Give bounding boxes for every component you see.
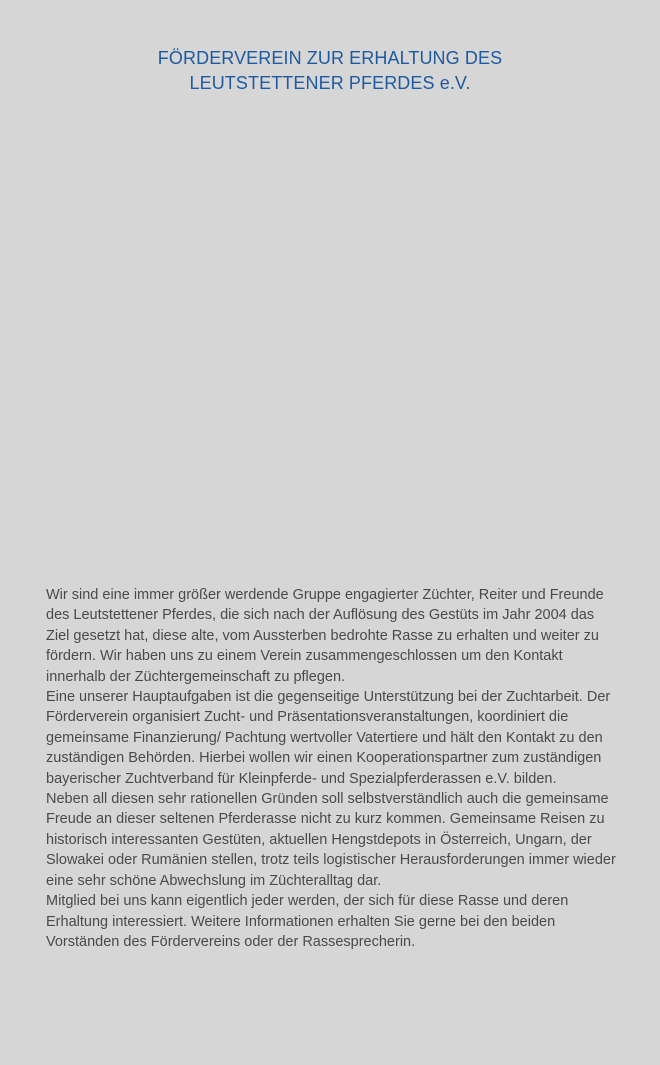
paragraph-intro: Wir sind eine immer größer werdende Gruppe engagierter Züchter, Reiter und Freunde des Leutstettener Pferdes, die sich nach der Auflösung des Gestüts im Jahr 2004 das Ziel gesetzt hat, diese alte, vom Aussterben bedrohte Rasse zu erhalten und weiter zu fördern. Wir haben uns zu einem Verein zusammengeschlossen um den Kontakt innerhalb der Züchtergemeinschaft zu pflegen. xyxy=(46,587,604,685)
paragraph-tasks: Eine unserer Hauptaufgaben ist die gegenseitige Unterstützung bei der Zuchtarbeit. Der Förderverein organisiert Zucht- und Präsentationsveranstaltungen, koordiniert die gemeinsame Finanzierung/ Pachtung wertvoller Vatertiere und hält den Kontakt zu den zuständigen Behörden. Hierbei wollen wir einen Kooperationspartner zum zuständigen bayerischer Zuchtverband für Kleinpferde- und Spezialpferderassen e.V. bilden. xyxy=(46,689,611,787)
page-title-line-1: FÖRDERVEREIN ZUR ERHALTUNG DES xyxy=(157,48,503,68)
paragraph-membership: Mitglied bei uns kann eigentlich jeder werden, der sich für diese Rasse und deren Erhaltung interessiert. Weitere Informationen erhalten Sie gerne bei den beiden Vorständen des Fördervereins oder der Rassesprecherin. xyxy=(46,893,569,950)
page-title xyxy=(0,46,660,96)
paragraph-travel: Neben all diesen sehr rationellen Gründen soll selbstverständlich auch die gemeinsame Freude an dieser seltenen Pferderasse nicht zu kurz kommen. Gemeinsame Reisen zu historisch interessanten Gestüten, aktuellen Hengstdepots in Österreich, Ungarn, der Slowakei oder Rumänien stellen, trotz teils logistischer Herausforderungen immer wieder eine sehr schöne Abwechslung im Züchteralltag dar. xyxy=(46,791,616,889)
page-title-line-2: LEUTSTETTENER PFERDES e.V. xyxy=(189,73,471,93)
body-text xyxy=(46,585,621,952)
